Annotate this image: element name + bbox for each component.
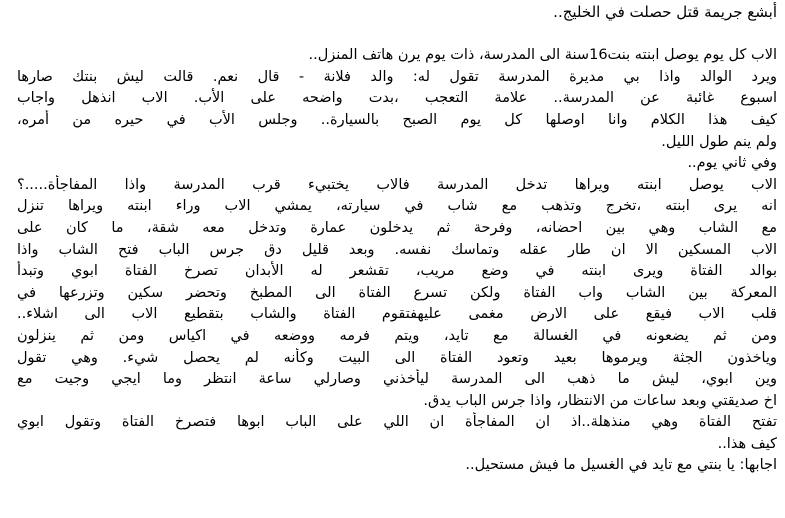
document-title: أبشع جريمة قتل حصلت في الخليج.. — [553, 3, 777, 21]
text-line: قلب الاب فيقع على الارض مغمى عليهفتقوم الفتاة والشاب بتقطيع الاب الى اشلاء.. — [17, 306, 777, 323]
text-line: اسبوع غائبة عن المدرسة.. علامة التعجب ،بدت واضحه على الأب. الاب انذهل واجاب — [17, 90, 777, 107]
text-line: ويرد الوالد واذا بي مديرة المدرسة تقول له: والد فلانة - قال نعم. قالت ليش بنتك صارها — [17, 68, 777, 85]
text-line: الاب المسكين الا ان طار عقله وتماسك نفسه. وبعد قليل دق جرس الباب فتح الشاب واذا — [17, 241, 777, 258]
text-line: اخ صديقتي وبعد ساعات من الانتظار، واذا جرس الباب يدق. — [423, 392, 777, 409]
text-line: وياخذون الجثة ويرموها بعيد وتعود الفتاة الى البيت وكأنه لم يحصل شيء. وهي تقول — [17, 349, 777, 366]
text-line: كيف هذا الكلام وانا اوصلها كل يوم الصبح بالسيارة.. وجلس الأب في حيره من أمره، — [17, 111, 777, 128]
text-line: الاب يوصل ابنته ويراها تدخل المدرسة فالاب يختبيء قرب المدرسة واذا المفاجأة.....؟ — [17, 176, 777, 193]
text-line: وين ابوي، ليش ما ذهب الى المدرسة ليأخذني وصارلي ساعة انتظر وما ايجي وجيت مع — [17, 371, 777, 388]
text-line: الاب كل يوم يوصل ابنته بنت16سنة الى المدرسة، ذات يوم يرن هاتف المنزل.. — [308, 47, 777, 64]
text-line: ومن ثم يضعونه في الغسالة مع تايد، ويتم فرمه ووضعه في اكياس ومن ثم ينزلون — [17, 327, 777, 344]
text-line: وفي ثاني يوم.. — [687, 155, 777, 172]
text-line: مع الشاب وهي بين احضانه، وفرحة ثم يدخلون عمارة وتدخل معه شقة، ما كان على — [17, 219, 777, 236]
text-line: كيف هذا.. — [717, 435, 777, 452]
text-line: ولم ينم طول الليل. — [661, 133, 777, 150]
paragraph-spacer — [17, 24, 777, 46]
document-body — [17, 2, 777, 477]
text-line: المعركة بين الشاب واب الفتاة ولكن تسرع الفتاة الى المطبخ وتحضر سكين وتزرعها في — [17, 284, 777, 301]
text-line: انه يرى ابنته ،تخرج وتذهب مع شاب في سيارته، يمشي الاب وراء ابنته ويراها تنزل — [17, 198, 777, 215]
text-line: تفتح الفتاة وهي منذهلة..اذ ان المفاجأة ان اللي على الباب ابوها فتصرخ الفتاة وتقول ابوي — [17, 414, 777, 431]
text-line: اجابها: يا بنتي مع تايد في الغسيل ما فيش مستحيل.. — [465, 457, 777, 474]
text-line: بوالد الفتاة ويرى ابنته في وضع مريب، تقشعر له الأبدان تصرخ الفتاة ابوي وتبدأ — [17, 263, 777, 280]
